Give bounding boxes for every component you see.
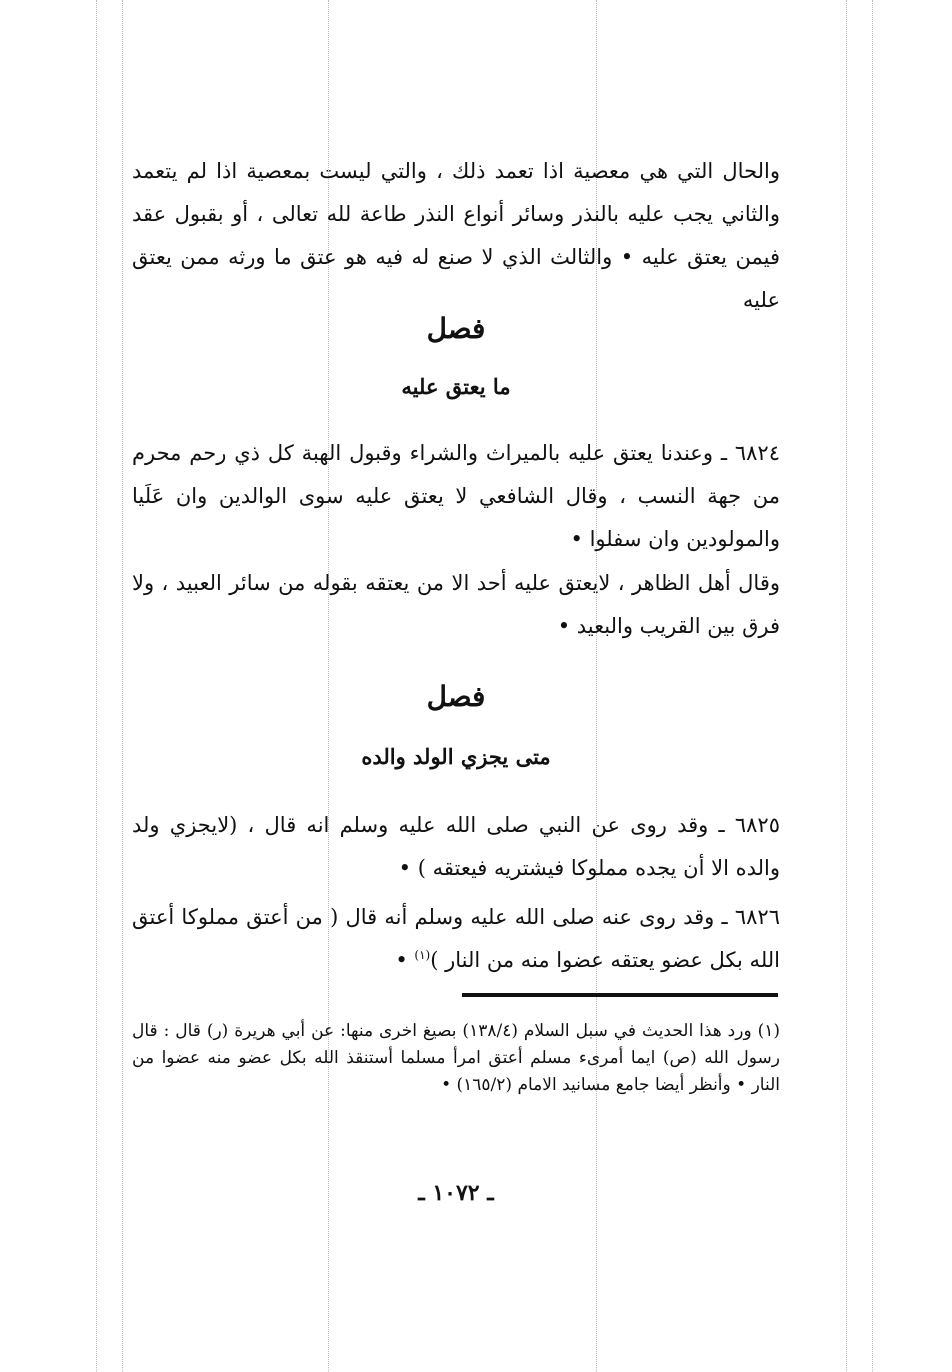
section-subtitle: ما يعتق عليه: [401, 374, 511, 399]
footnote-separator: [462, 993, 778, 997]
section-title: [132, 680, 780, 713]
section-title-text: فصل: [426, 312, 486, 345]
scan-fold-line: [122, 0, 123, 1372]
section-subtitle: متى يجزي الولد والده: [361, 744, 551, 769]
scan-fold-line: [96, 0, 97, 1372]
scan-fold-line: [872, 0, 873, 1372]
paragraph-6824: ٦٨٢٤ ـ وعندنا يعتق عليه بالميراث والشراء وقبول الهبة كل ذي رحم محرم من جهة النسب ، وقال الشافعي لا يعتق عليه سوى الوالدين وان عَلَيا والمولودين وان سفلوا •: [132, 441, 780, 551]
paragraph-6826: [132, 896, 780, 982]
section-title-text: فصل: [426, 680, 486, 713]
paragraph-6826-text: ٦٨٢٦ ـ وقد روى عنه صلى الله عليه وسلم أنه قال ( من أعتق مملوكا أعتق الله بكل عضو يعتقه عضوا منه من النار ): [132, 905, 780, 972]
intro-paragraph: والحال التي هي معصية اذا تعمد ذلك ، والتي ليست بمعصية اذا لم يتعمد والثاني يجب عليه بالنذر وسائر أنواع النذر طاعة لله تعالى ، أو بقبول عقد فيمن يعتق عليه • والثالث الذي لا صنع له فيه هو عتق ما ورثه ممن يعتق عليه: [132, 159, 780, 312]
paragraph-6826-end: •: [395, 948, 415, 972]
section-title: [132, 312, 780, 345]
page-number: ـ ١٠٧٢ ـ: [418, 1180, 494, 1206]
footnote-ref: (١): [414, 948, 431, 962]
paragraph-6825: ٦٨٢٥ ـ وقد روى عن النبي صلى الله عليه وسلم انه قال ، (لايجزي ولد والده الا أن يجده مملوكا فيشتريه فيعتقه ) •: [132, 813, 780, 880]
footnote: (١) ورد هذا الحديث في سبل السلام (١٣٨/٤) بصيغ اخرى منها: عن أبي هريرة (ر) قال : قال رسول الله (ص) ايما أمرىء مسلم أعتق امرأ مسلما أستنقذ الله بكل عضو منه عضوا من النار • وأنظر أيضا جامع مسانيد الامام (١٦٥/٢) •: [132, 1021, 781, 1095]
scan-fold-line: [846, 0, 847, 1372]
paragraph-zahiri: وقال أهل الظاهر ، لايعتق عليه أحد الا من يعتقه بقوله من سائر العبيد ، ولا فرق بين القريب والبعيد •: [132, 571, 780, 638]
